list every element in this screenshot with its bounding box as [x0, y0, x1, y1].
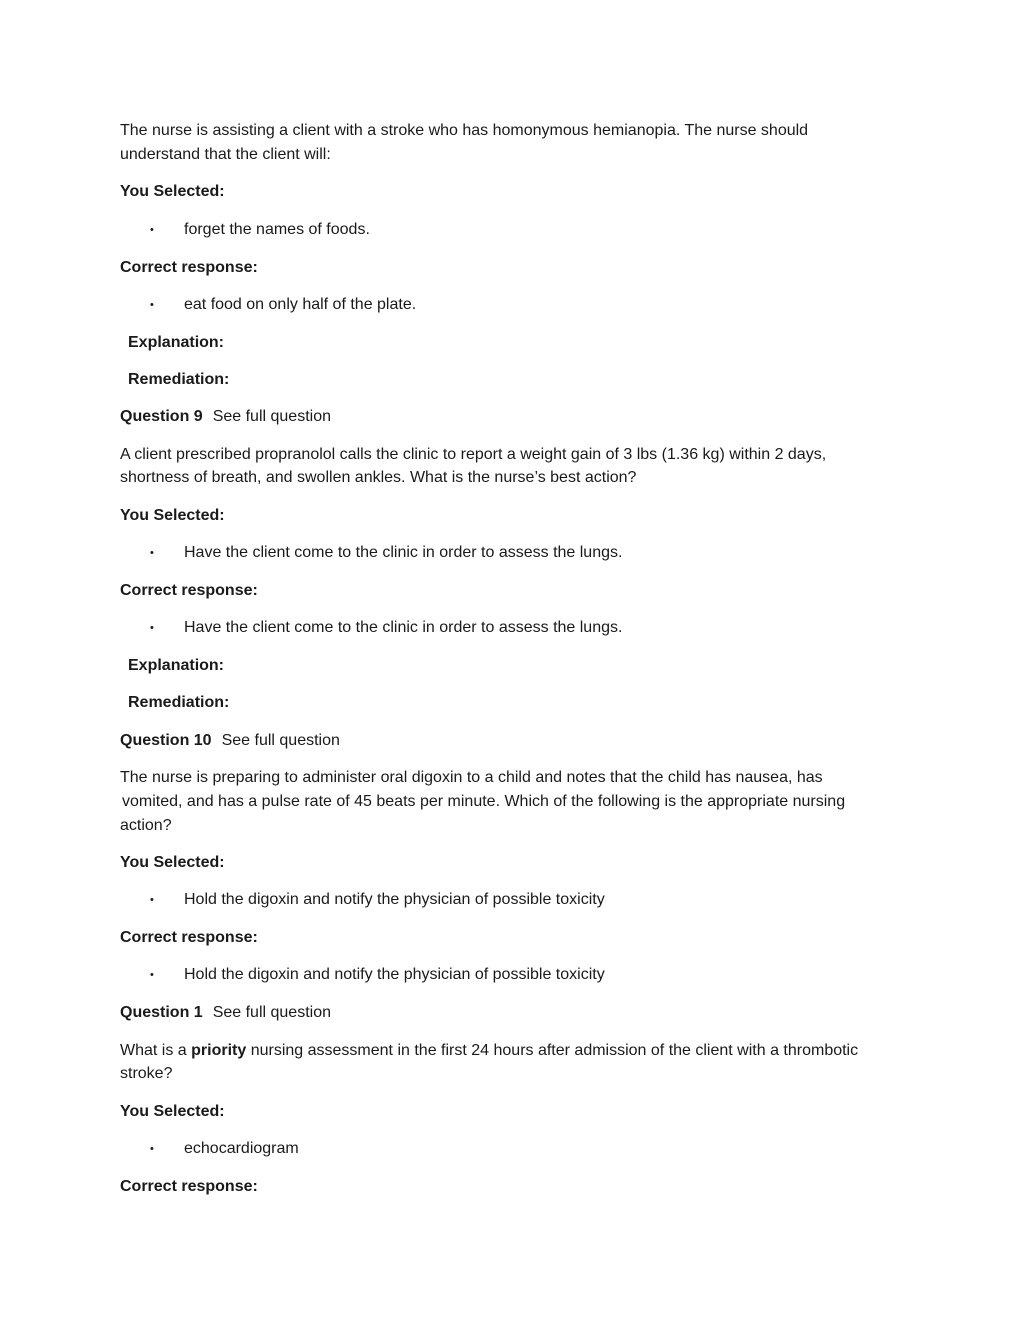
question-text: vomited, and has a pulse rate of 45 beats per minute. Which of the following is the appropriate nursing [122, 793, 846, 810]
selected-answer [150, 220, 370, 240]
see-full-question-link[interactable]: See full question [212, 408, 331, 425]
correct-answer [150, 295, 416, 315]
correct-answer-text: Have the client come to the clinic in order to assess the lungs. [184, 619, 623, 637]
question-text: The nurse is assisting a client with a stroke who has homonymous hemianopia. The nurse should [120, 122, 809, 139]
selected-answer [150, 543, 622, 563]
explanation-label: Explanation: [128, 334, 225, 351]
question-number: Question 1 [120, 1004, 203, 1021]
explanation-label: Explanation: [128, 657, 225, 674]
remediation-label: Remediation: [128, 694, 230, 711]
question-number: Question 9 [120, 408, 203, 425]
correct-answer [150, 965, 605, 985]
question-text: The nurse is preparing to administer oral digoxin to a child and notes that the child has nausea, has [120, 769, 823, 786]
selected-answer [150, 890, 605, 910]
question-text: understand that the client will: [120, 146, 331, 163]
correct-response-label: Correct response: [120, 929, 258, 946]
see-full-question-link[interactable]: See full question [221, 732, 340, 749]
selected-answer [150, 1139, 299, 1159]
question-text-part: nursing assessment in the first 24 hours after admission of the client with a thrombotic [246, 1042, 859, 1059]
question-text [120, 1041, 858, 1061]
selected-answer-text: Hold the digoxin and notify the physician of possible toxicity [184, 891, 605, 909]
correct-answer-text: Hold the digoxin and notify the physician of possible toxicity [184, 966, 605, 984]
correct-answer [150, 618, 622, 638]
question-text-emphasis: priority [191, 1042, 247, 1059]
question-text: action? [120, 817, 172, 834]
you-selected-label: You Selected: [120, 183, 225, 200]
bullet-icon: • [150, 1143, 154, 1155]
bullet-icon: • [150, 299, 154, 311]
question-header [120, 1003, 331, 1023]
question-header [120, 731, 340, 751]
bullet-icon: • [150, 894, 154, 906]
correct-response-label: Correct response: [120, 1178, 258, 1195]
selected-answer-text: echocardiogram [184, 1140, 299, 1158]
question-text: shortness of breath, and swollen ankles. What is the nurse’s best action? [120, 469, 637, 486]
bullet-icon: • [150, 969, 154, 981]
correct-response-label: Correct response: [120, 259, 258, 276]
question-text: A client prescribed propranolol calls the clinic to report a weight gain of 3 lbs (1.36 kg) within 2 days, [120, 446, 827, 463]
question-text: stroke? [120, 1065, 173, 1082]
question-header [120, 407, 331, 427]
you-selected-label: You Selected: [120, 1103, 225, 1120]
bullet-icon: • [150, 622, 154, 634]
selected-answer-text: Have the client come to the clinic in order to assess the lungs. [184, 544, 623, 562]
question-text-part: What is a [120, 1042, 192, 1059]
bullet-icon: • [150, 547, 154, 559]
selected-answer-text: forget the names of foods. [184, 221, 370, 239]
bullet-icon: • [150, 224, 154, 236]
correct-answer-text: eat food on only half of the plate. [184, 296, 417, 314]
see-full-question-link[interactable]: See full question [212, 1004, 331, 1021]
remediation-label: Remediation: [128, 371, 230, 388]
you-selected-label: You Selected: [120, 507, 225, 524]
question-number: Question 10 [120, 732, 212, 749]
you-selected-label: You Selected: [120, 854, 225, 871]
correct-response-label: Correct response: [120, 582, 258, 599]
